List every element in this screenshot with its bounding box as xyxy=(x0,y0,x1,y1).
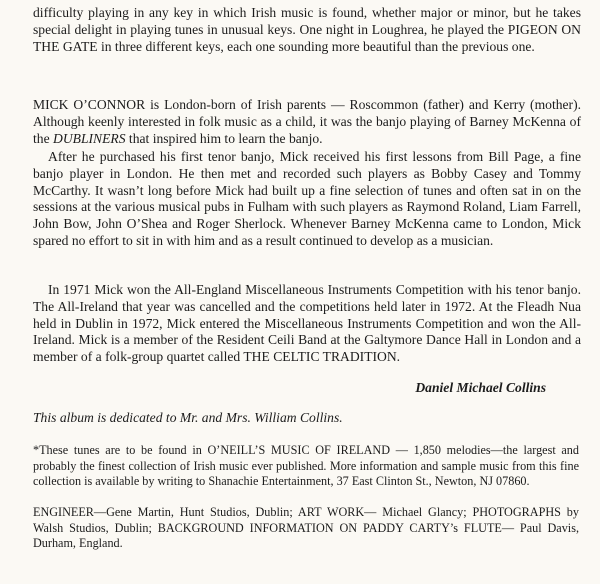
biography-paragraph-1-text: MICK O’CONNOR is London-born of Irish parents — Roscommon (father) and Kerry (mother). Although keenly interested in folk music as a child, it was the banjo playing of Barney McKenna of the xyxy=(33,97,581,146)
biography-paragraph-1 xyxy=(33,97,581,147)
biography-paragraph-1-text-end: that inspired him to learn the banjo. xyxy=(125,130,323,146)
biography-paragraph-3: In 1971 Mick won the All-England Miscellaneous Instruments Competition with his tenor banjo. The All-Ireland that year was cancelled and the competitions held later in 1972. At the Fleadh Nua held in Dublin in 1972, Mick entered the Miscellaneous Instruments Competition and won the All-Ireland. Mick is a member of the Resident Ceili Band at the Galtymore Dance Hall in London and a member of a folk-group quartet called THE CELTIC TRADITION. xyxy=(33,282,581,365)
footnote: *These tunes are to be found in O’NEILL’S MUSIC OF IRELAND — 1,850 melodies—the largest and probably the finest collection of Irish music ever published. More information and sample music from this fine collection is available by writing to Shanachie Entertainment, 37 East Clinton St., Newton, NJ 07860. xyxy=(33,443,579,489)
band-name-italic: DUBLINERS xyxy=(53,130,126,146)
intro-paragraph: difficulty playing in any key in which Irish music is found, whether major or minor, but he takes special delight in playing tunes in unusual keys. One night in Loughrea, he played the PIGEON ON THE GATE in three different keys, each one sounding more beautiful than the previous one. xyxy=(33,5,581,54)
production-credits: ENGINEER—Gene Martin, Hunt Studios, Dublin; ART WORK— Michael Glancy; PHOTOGRAPHS by Walsh Studios, Dublin; BACKGROUND INFORMATION ON PADDY CARTY’s FLUTE— Paul Davis, Durham, England. xyxy=(33,505,579,551)
dedication-line: This album is dedicated to Mr. and Mrs. William Collins. xyxy=(33,410,343,425)
biography-paragraph-2: After he purchased his first tenor banjo, Mick received his first lessons from Bill Page, a fine banjo player in London. He then met and recorded such players as Bobby Casey and Tommy McCarthy. It wasn’t long before Mick had built up a fine selection of tunes and often sat in on the sessions at the various musical pubs in Fulham with such players as Raymond Roland, Liam Farrell, John Bow, John O’Shea and Roger Sherlock. Whenever Barney McKenna came to London, Mick spared no effort to sit in with him and as a result continued to develop as a musician. xyxy=(33,149,581,248)
author-signature: Daniel Michael Collins xyxy=(415,380,546,395)
